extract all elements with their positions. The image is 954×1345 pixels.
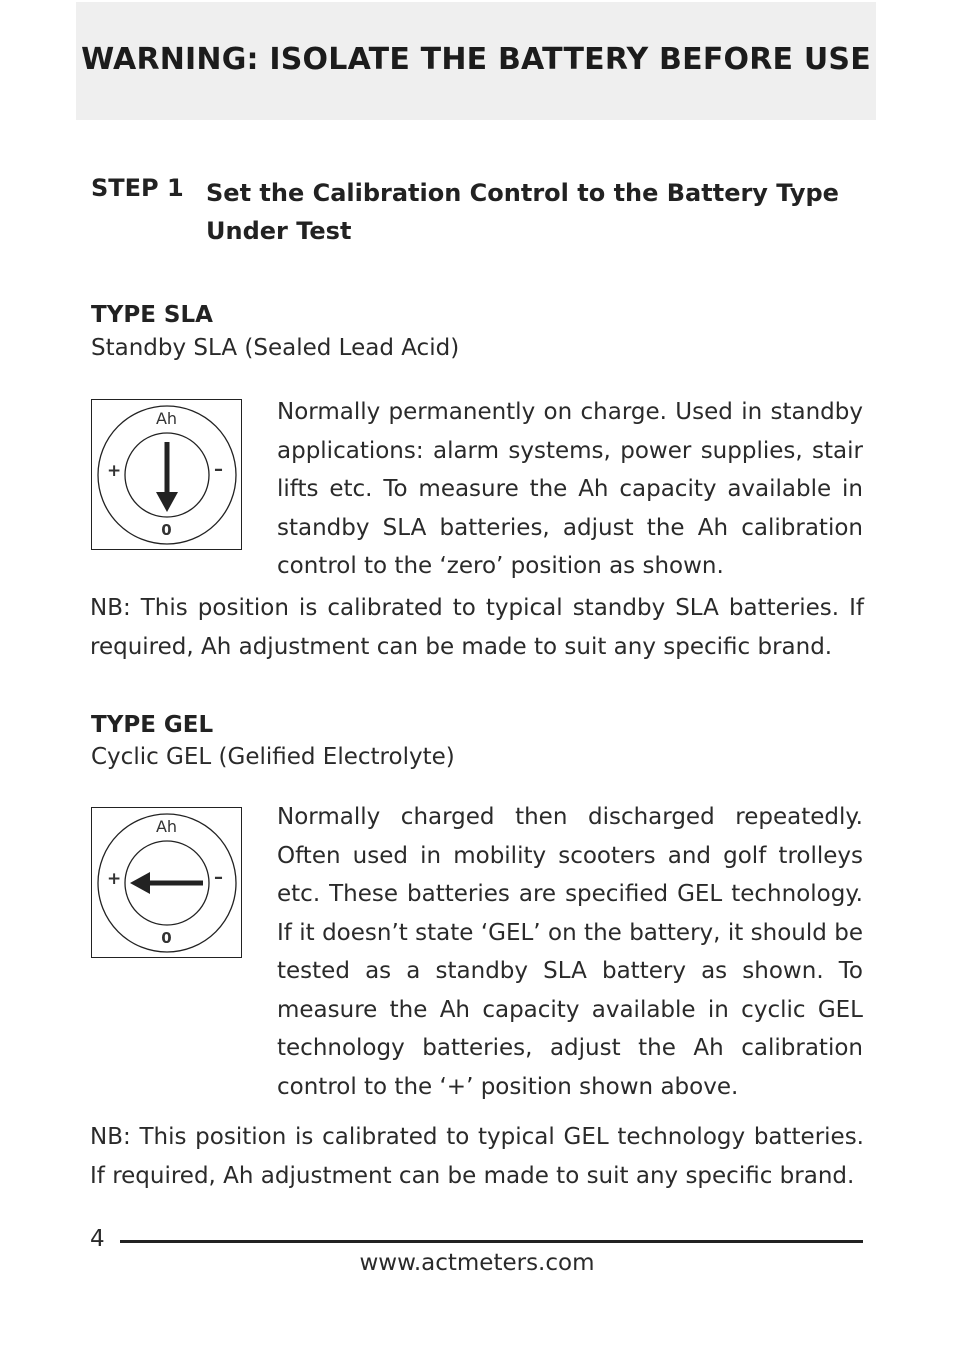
type-sla-description: Normally permanently on charge. Used in standby applications: alarm systems, power supplies, stair lifts etc. To measure the Ah capacity available in standby SLA batteries, adjust the Ah calibration control to the ‘zero’ position as shown. — [277, 399, 863, 579]
dial-minus-label: – — [214, 867, 223, 888]
page-number: 4 — [90, 1226, 105, 1252]
type-sla-subtitle: Standby SLA (Sealed Lead Acid) — [91, 335, 460, 361]
dial-minus-label: – — [214, 459, 223, 480]
footer-url: www.actmeters.com — [359, 1250, 595, 1276]
type-gel-subtitle: Cyclic GEL (Gelified Electrolyte) — [91, 744, 455, 770]
dial-zero-label: 0 — [161, 929, 172, 947]
step-number: STEP 1 — [91, 174, 184, 202]
footer-divider — [120, 1240, 863, 1243]
type-gel-heading: TYPE GEL — [91, 712, 214, 738]
type-gel-description: Normally charged then discharged repeatedly. Often used in mobility scooters and golf trolleys etc. These batteries are specified GEL technology. If it doesn’t state ‘GEL’ on the battery, it should be tested as a standby SLA battery as shown. To measure the Ah capacity available in cyclic GEL technology batteries, adjust the Ah calibration control to the ‘+’ position shown above. — [277, 804, 863, 1100]
gel-calibration-dial — [91, 807, 242, 958]
dial-plus-label: + — [107, 869, 122, 889]
dial-ah-label: Ah — [155, 409, 178, 428]
dial-plus-label: + — [107, 461, 122, 481]
type-gel-note: NB: This position is calibrated to typical GEL technology batteries. If required, Ah adjustment can be made to suit any specific brand. — [90, 1124, 864, 1189]
warning-text: WARNING: ISOLATE THE BATTERY BEFORE USE — [81, 42, 871, 77]
type-sla-note: NB: This position is calibrated to typical standby SLA batteries. If required, Ah adjustment can be made to suit any specific brand. — [90, 595, 864, 660]
dial-zero-label: 0 — [161, 521, 172, 539]
type-sla-heading: TYPE SLA — [91, 302, 213, 328]
warning-banner — [76, 2, 876, 120]
step-title: Set the Calibration Control to the Battery Type Under Test — [206, 179, 839, 245]
sla-calibration-dial — [91, 399, 242, 550]
dial-ah-label: Ah — [155, 817, 178, 836]
